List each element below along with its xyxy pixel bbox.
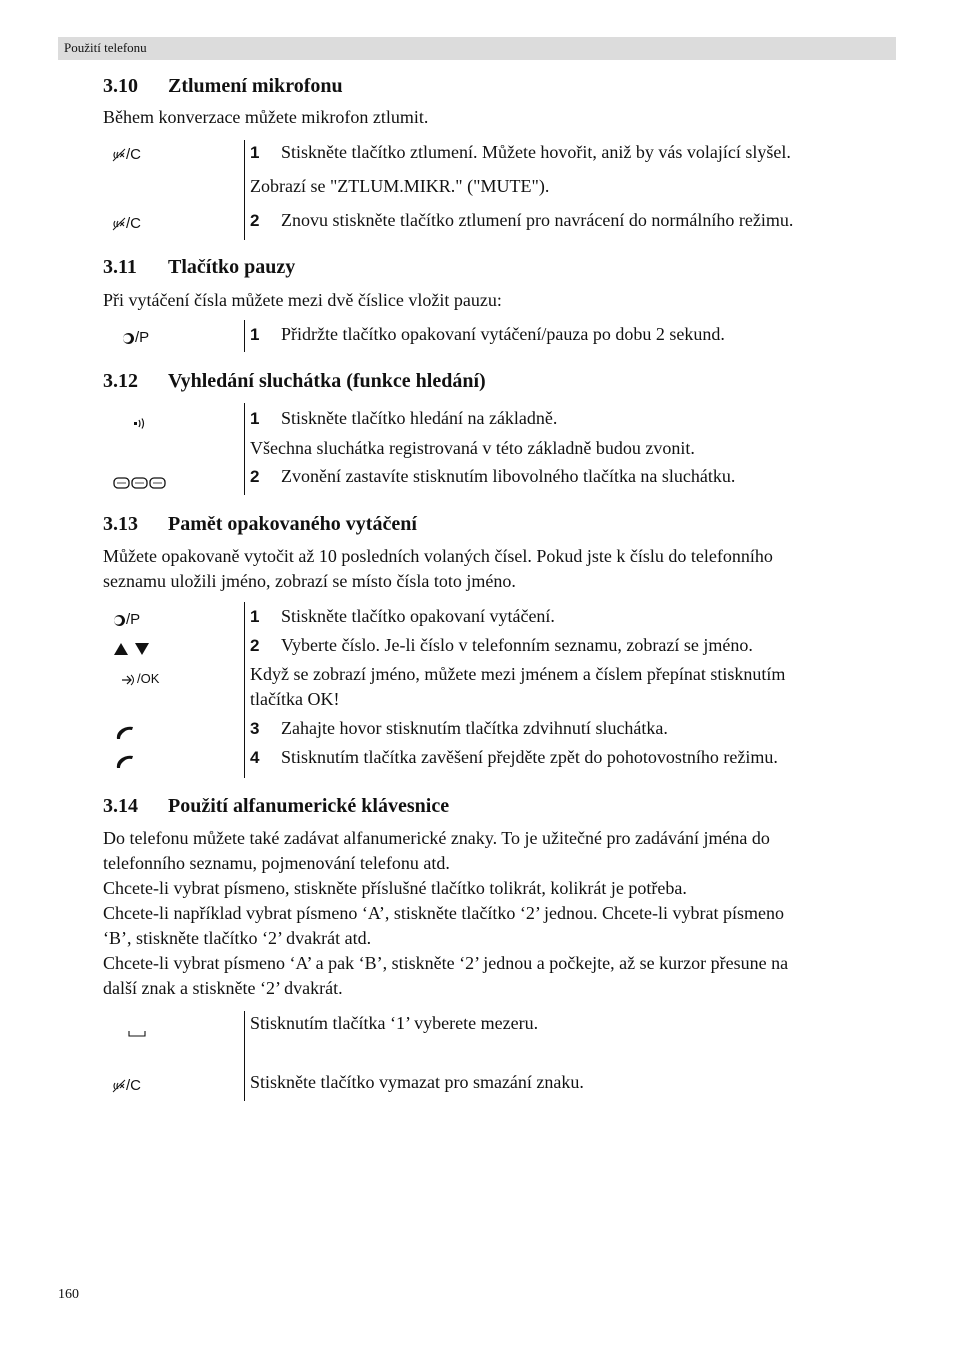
divider-line <box>244 602 245 778</box>
step-text: Přidržte tlačítko opakovaní vytáčení/pauza po dobu 2 sekund. <box>281 324 725 344</box>
step-number: 3 <box>250 719 260 738</box>
mute-icon <box>112 146 126 163</box>
redial-pause-key <box>113 611 140 629</box>
mute-clear-key <box>112 146 141 164</box>
step-row <box>250 604 555 629</box>
up-down-arrows-icon <box>113 640 153 658</box>
redial-icon <box>122 329 135 346</box>
body-line: telefonního seznamu, pojmenování telefonu atd. <box>103 853 450 873</box>
section-heading-3-14 <box>103 795 449 818</box>
note-text: Zobrazí se "ZTLUM.MIKR." ("MUTE"). <box>250 176 550 196</box>
key-label: /C <box>126 146 141 163</box>
section-title: Ztlumení mikrofonu <box>168 75 343 97</box>
redial-pause-key <box>122 329 149 347</box>
step-text: Stiskněte tlačítko ztlumení. Můžete hovořit, aniž by vás volající slyšel. <box>281 142 791 162</box>
key-label: /P <box>135 329 150 346</box>
step-row <box>250 208 793 233</box>
step-row <box>250 745 778 770</box>
section-heading-3-12 <box>103 370 486 393</box>
key-label: /C <box>126 215 141 232</box>
body-line: Chcete-li vybrat písmeno ‘A’ a pak ‘B’, stiskněte ‘2’ jednou a počkejte, až se kurzor přesune na <box>103 953 789 973</box>
step-row <box>250 633 753 658</box>
note-text: tlačítka OK! <box>250 689 340 709</box>
step-row <box>250 140 791 165</box>
step-text: Zvonění zastavíte stisknutím libovolného tlačítka na sluchátku. <box>281 466 736 486</box>
step-text: Stiskněte tlačítko opakovaní vytáčení. <box>281 606 555 626</box>
section-title: Pamět opakovaného vytáčení <box>168 513 417 535</box>
section-number: 3.11 <box>103 256 137 278</box>
step-number: 1 <box>250 325 260 344</box>
section-intro: Při vytáčení čísla můžete mezi dvě číslice vložit pauzu: <box>103 290 502 310</box>
note-text: Všechna sluchátka registrovaná v této základně budou zvonit. <box>250 438 695 458</box>
key-label: /OK <box>137 671 160 686</box>
section-number: 3.13 <box>103 513 138 535</box>
body-line: další znak a stiskněte ‘2’ dvakrát. <box>103 978 343 998</box>
step-number: 2 <box>250 211 260 230</box>
section-heading-3-10 <box>103 75 343 98</box>
key-label: /P <box>126 611 141 628</box>
step-number: 1 <box>250 409 260 428</box>
body-line: Chcete-li vybrat písmeno, stiskněte příslušné tlačítko tolikrát, kolikrát je potřeba. <box>103 878 687 898</box>
step-number: 1 <box>250 143 260 162</box>
step-text: Stisknutím tlačítka zavěšení přejděte zpět do pohotovostního režimu. <box>281 747 778 767</box>
step-text: Zahajte hovor stisknutím tlačítka zdvihnutí sluchátka. <box>281 718 668 738</box>
menu-enter-icon <box>121 671 137 686</box>
handset-keys-icon <box>113 474 167 492</box>
step-number: 4 <box>250 748 260 767</box>
section-intro: Během konverzace můžete mikrofon ztlumit. <box>103 107 429 127</box>
note-text: Když se zobrazí jméno, můžete mezi jménem a číslem přepínat stisknutím <box>250 664 786 684</box>
step-text: Stiskněte tlačítko hledání na základně. <box>281 408 558 428</box>
step-text: Vyberte číslo. Je-li číslo v telefonním seznamu, zobrazí se jméno. <box>281 635 753 655</box>
section-number: 3.14 <box>103 795 138 817</box>
header-title: Použití telefonu <box>64 40 147 55</box>
step-row <box>250 406 557 431</box>
redial-icon <box>113 611 126 628</box>
running-header <box>58 37 896 60</box>
step-number: 2 <box>250 467 260 486</box>
mute-clear-key <box>112 1077 141 1095</box>
paging-icon <box>133 414 147 432</box>
call-icon <box>114 724 136 742</box>
step-number: 1 <box>250 607 260 626</box>
section-number: 3.12 <box>103 370 138 392</box>
space-key-icon <box>128 1024 146 1042</box>
mute-icon <box>112 215 126 232</box>
body-line: Do telefonu můžete také zadávat alfanumerické znaky. To je užitečné pro zadávání jména do <box>103 828 770 848</box>
step-row <box>250 322 725 347</box>
step-row <box>250 716 668 741</box>
menu-ok-key <box>121 670 159 688</box>
key-label: /C <box>126 1077 141 1094</box>
row-text: Stiskněte tlačítko vymazat pro smazání znaku. <box>250 1072 584 1092</box>
body-line: ‘B’, stiskněte tlačítko ‘2’ dvakrát atd. <box>103 928 372 948</box>
row-text: Stisknutím tlačítka ‘1’ vyberete mezeru. <box>250 1013 539 1033</box>
section-number: 3.10 <box>103 75 138 97</box>
divider-line <box>244 140 245 240</box>
clear-icon <box>112 1077 126 1094</box>
divider-line <box>244 1011 245 1101</box>
divider-line <box>244 320 245 352</box>
section-intro-line: seznamu uložili jméno, zobrazí se místo čísla toto jméno. <box>103 571 516 591</box>
body-line: Chcete-li například vybrat písmeno ‘A’, stiskněte tlačítko ‘2’ jednou. Chcete-li vybrat písmeno <box>103 903 784 923</box>
step-number: 2 <box>250 636 260 655</box>
section-intro-line: Můžete opakovaně vytočit až 10 posledních volaných čísel. Pokud jste k číslu do telefonního <box>103 546 773 566</box>
step-row <box>250 464 735 489</box>
section-title: Tlačítko pauzy <box>168 256 296 278</box>
section-title: Vyhledání sluchátka (funkce hledání) <box>168 370 486 392</box>
section-heading-3-11 <box>103 256 295 279</box>
hang-up-icon <box>114 753 136 771</box>
step-text: Znovu stiskněte tlačítko ztlumení pro navrácení do normálního režimu. <box>281 210 794 230</box>
divider-line <box>244 403 245 495</box>
mute-clear-key <box>112 215 141 233</box>
page-number: 160 <box>58 1287 79 1302</box>
section-title: Použití alfanumerické klávesnice <box>168 795 450 817</box>
section-heading-3-13 <box>103 513 417 536</box>
